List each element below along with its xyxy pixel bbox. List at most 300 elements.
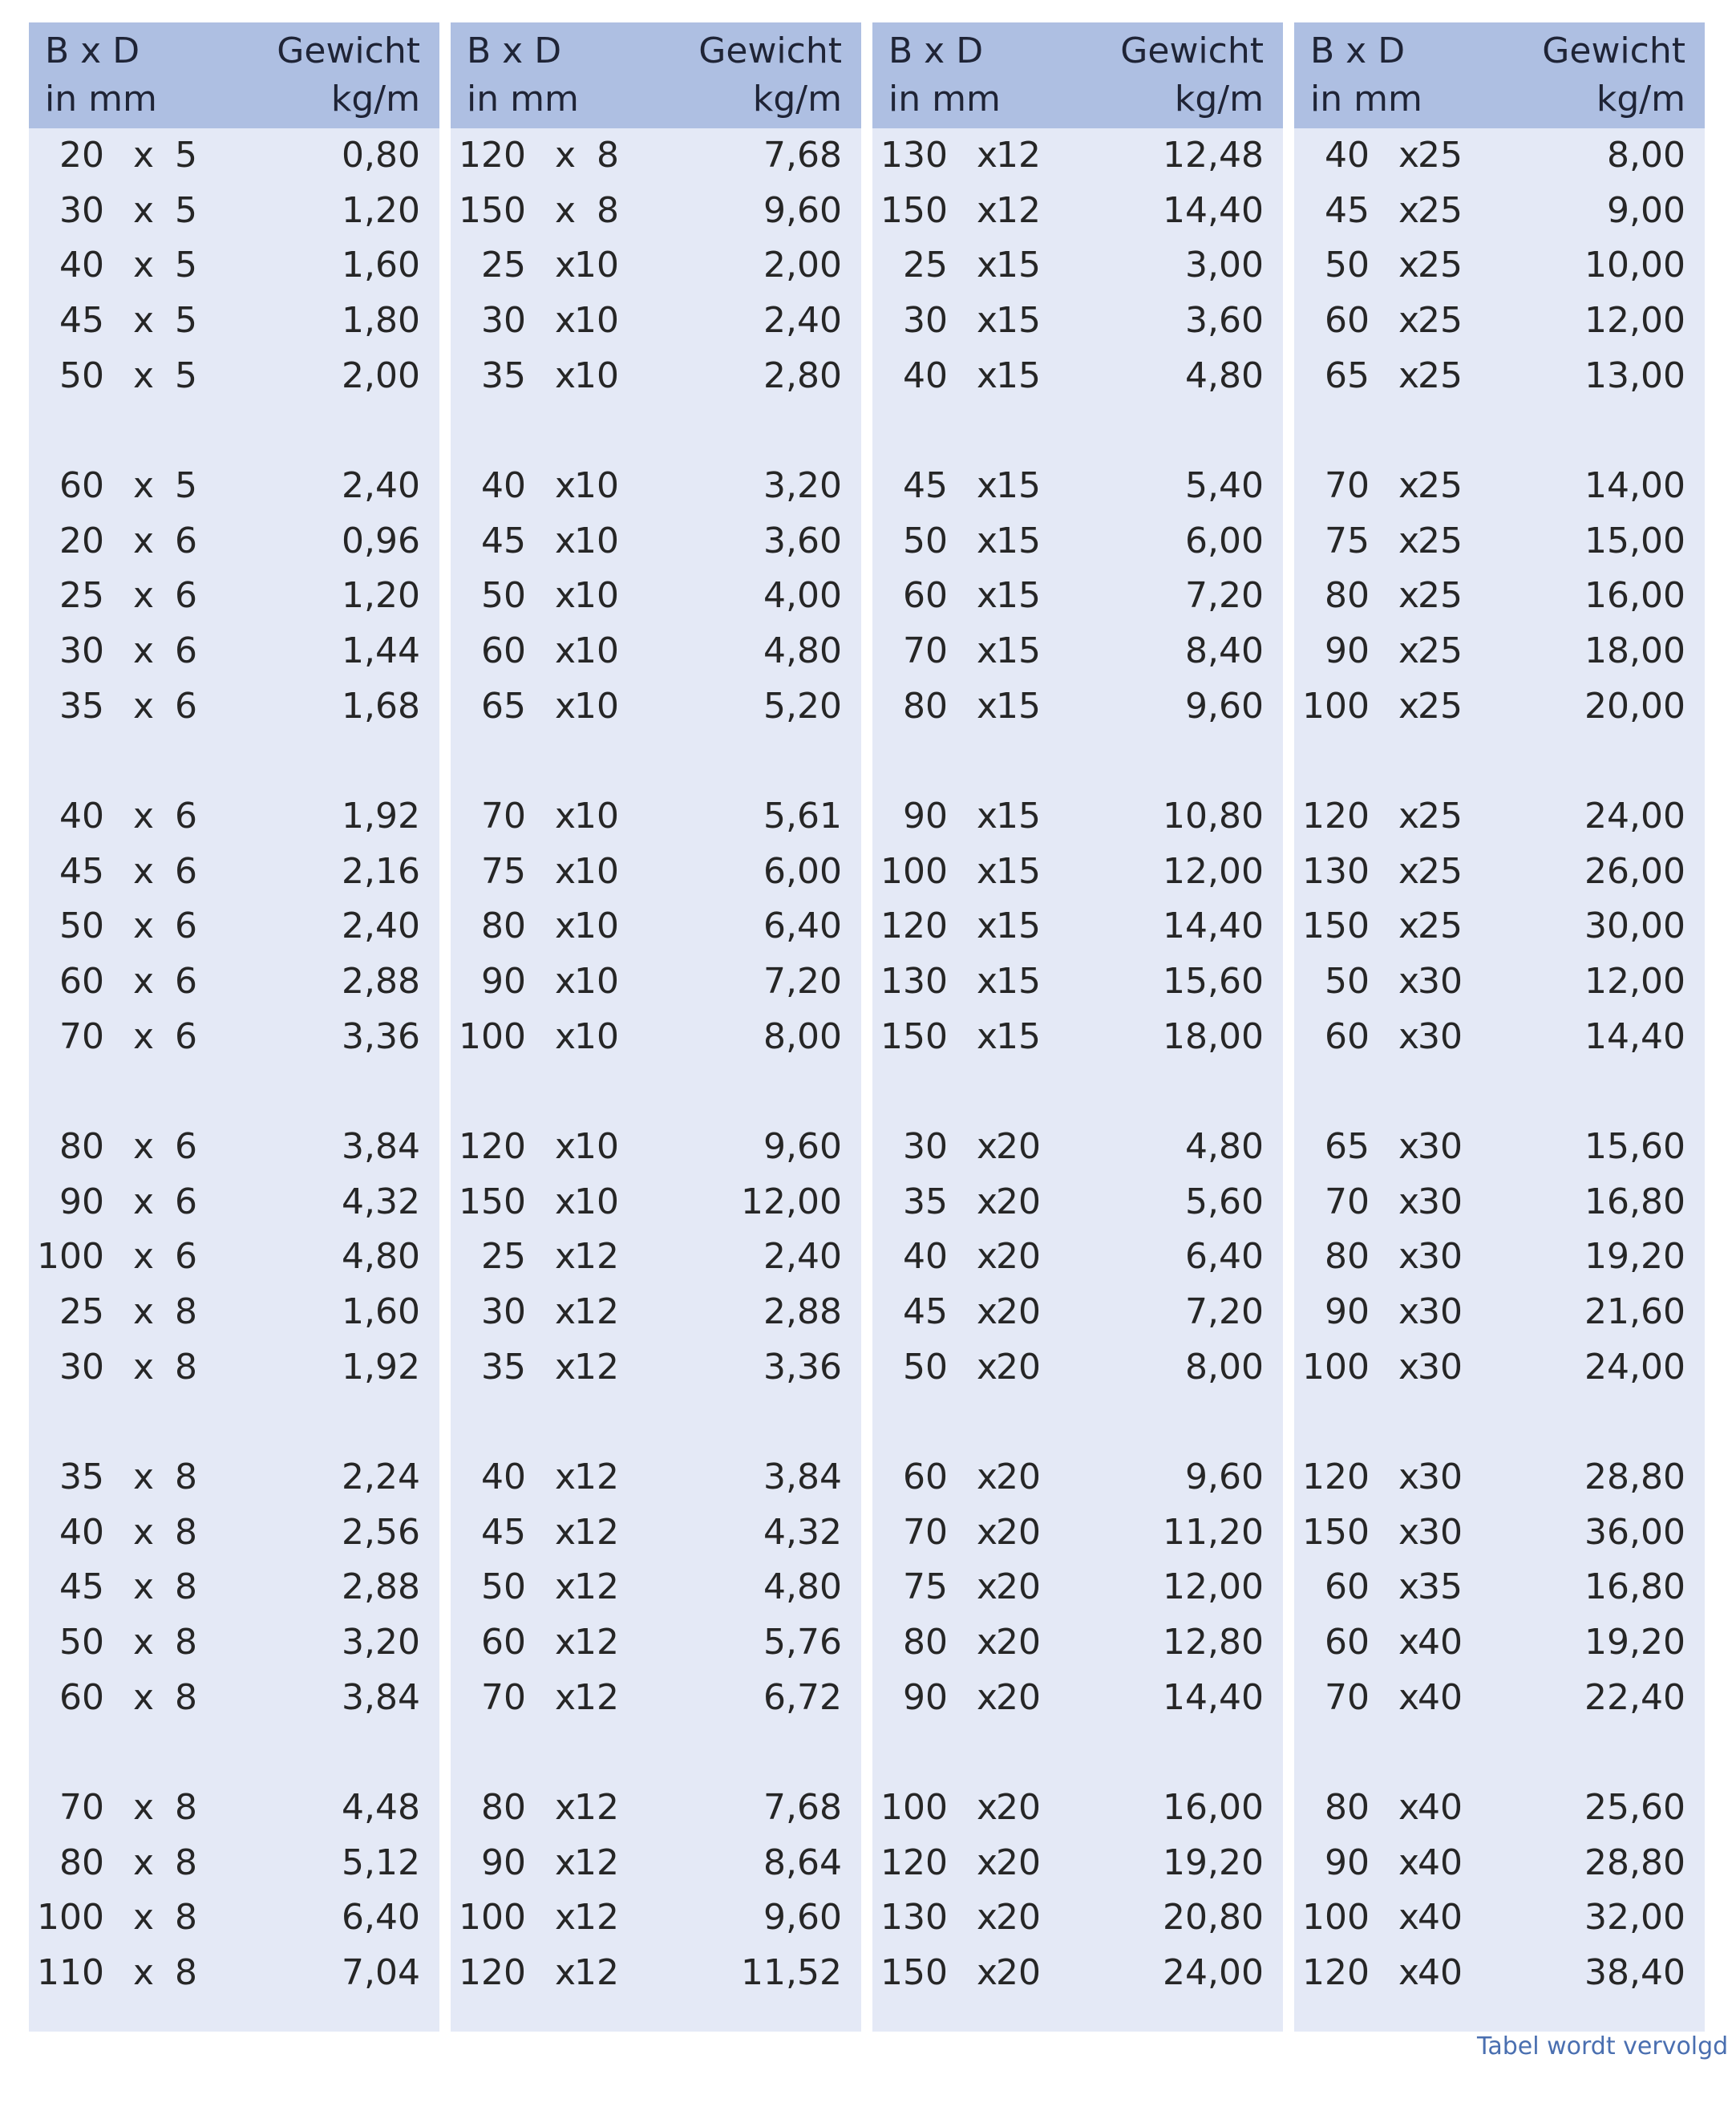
table-row: [872, 459, 1283, 514]
thickness-value: 10: [574, 355, 619, 396]
weight-value: 3,00: [1185, 245, 1264, 286]
thickness-value: 5: [175, 135, 197, 176]
thickness-value: 15: [996, 906, 1041, 947]
thickness-value: 20: [996, 1787, 1041, 1828]
weight-value: 25,60: [1584, 1787, 1685, 1828]
width-value: 90: [1325, 1842, 1370, 1883]
times-sign: x: [1398, 189, 1420, 231]
table-row: [451, 1560, 861, 1615]
weight-value: 2,40: [342, 906, 420, 947]
thickness-value: 15: [996, 961, 1041, 1003]
thickness-value: 10: [574, 906, 619, 947]
thickness-value: 15: [996, 520, 1041, 561]
table-row: [872, 679, 1283, 735]
thickness-value: 15: [996, 465, 1041, 506]
header-size-label: B x D: [45, 30, 140, 71]
thickness-value: 40: [1418, 1676, 1463, 1718]
times-sign: x: [977, 1181, 998, 1222]
width-value: 30: [59, 1346, 104, 1388]
thickness-value: 6: [175, 575, 197, 617]
weight-value: 15,00: [1584, 520, 1685, 561]
width-value: 120: [1302, 796, 1370, 837]
weight-value: 7,20: [1185, 575, 1264, 617]
table-row: [29, 1285, 439, 1340]
thickness-value: 8: [175, 1622, 197, 1663]
width-value: 70: [1325, 1181, 1370, 1222]
width-value: 45: [903, 1291, 948, 1333]
table-row: [1294, 569, 1705, 624]
table-row: [29, 1946, 439, 2001]
width-value: 100: [1302, 1346, 1370, 1388]
table-row: [1294, 514, 1705, 569]
times-sign: x: [1398, 1236, 1420, 1278]
row-group: [872, 128, 1283, 459]
row-group: [451, 1450, 861, 1781]
thickness-value: 10: [574, 520, 619, 561]
row-group: [1294, 1450, 1705, 1781]
times-sign: x: [977, 961, 998, 1003]
times-sign: x: [133, 1236, 155, 1278]
header-weight-unit: kg/m: [330, 79, 420, 120]
width-value: 35: [481, 355, 526, 396]
weight-value: 9,60: [1185, 1457, 1264, 1497]
width-value: 100: [459, 1897, 526, 1939]
weight-value: 16,80: [1584, 1181, 1685, 1222]
width-value: 60: [481, 630, 526, 672]
thickness-value: 8: [175, 1842, 197, 1883]
thickness-value: 25: [1418, 906, 1463, 947]
width-value: 45: [481, 1511, 526, 1553]
width-value: 120: [1302, 1457, 1370, 1497]
weight-value: 4,80: [763, 1566, 842, 1608]
weight-value: 14,40: [1163, 906, 1264, 947]
weight-value: 1,44: [342, 630, 420, 672]
row-group: [872, 459, 1283, 789]
row-group: [451, 459, 861, 789]
width-value: 80: [1325, 1236, 1370, 1278]
weight-value: 19,20: [1584, 1236, 1685, 1278]
table-row: [872, 294, 1283, 349]
table-row: [451, 1505, 861, 1561]
row-group: [451, 1781, 861, 2111]
weight-value: 24,00: [1584, 796, 1685, 837]
times-sign: x: [1398, 1842, 1420, 1883]
width-value: 90: [1325, 630, 1370, 672]
thickness-value: 30: [1418, 1511, 1463, 1553]
header-size-label: B x D: [1310, 30, 1406, 71]
times-sign: x: [977, 1291, 998, 1333]
width-value: 100: [1302, 685, 1370, 727]
weight-value: 30,00: [1584, 906, 1685, 947]
width-value: 60: [59, 465, 104, 506]
weight-value: 7,20: [763, 961, 842, 1003]
times-sign: x: [977, 1511, 998, 1553]
times-sign: x: [977, 1346, 998, 1388]
width-value: 80: [481, 906, 526, 947]
width-value: 60: [1325, 300, 1370, 342]
width-value: 70: [1325, 465, 1370, 506]
weight-value: 1,80: [342, 300, 420, 342]
weight-value: 20,00: [1584, 685, 1685, 727]
times-sign: x: [977, 1236, 998, 1278]
weight-value: 9,00: [1607, 189, 1685, 231]
table-row: [872, 1175, 1283, 1230]
weight-value: 10,00: [1584, 245, 1685, 286]
table-row: [1294, 184, 1705, 239]
width-value: 40: [481, 1457, 526, 1497]
thickness-value: 30: [1418, 1015, 1463, 1057]
width-value: 25: [903, 245, 948, 286]
times-sign: x: [1398, 1952, 1420, 1994]
width-value: 40: [59, 245, 104, 286]
times-sign: x: [1398, 1511, 1420, 1553]
weight-value: 6,40: [342, 1897, 420, 1939]
times-sign: x: [555, 1181, 577, 1222]
weight-value: 4,32: [763, 1511, 842, 1553]
width-value: 45: [59, 850, 104, 892]
times-sign: x: [977, 1952, 998, 1994]
times-sign: x: [977, 796, 998, 837]
weight-value: 3,20: [763, 465, 842, 506]
thickness-value: 25: [1418, 575, 1463, 617]
width-value: 120: [1302, 1952, 1370, 1994]
width-value: 120: [459, 135, 526, 176]
thickness-value: 20: [996, 1346, 1041, 1388]
times-sign: x: [133, 1015, 155, 1057]
table-row: [451, 1175, 861, 1230]
weight-value: 2,40: [763, 300, 842, 342]
thickness-value: 6: [175, 1126, 197, 1167]
thickness-value: 8: [175, 1291, 197, 1333]
table-row: [1294, 1285, 1705, 1340]
times-sign: x: [977, 1015, 998, 1057]
times-sign: x: [977, 1622, 998, 1663]
width-value: 30: [481, 300, 526, 342]
table-row: [872, 1010, 1283, 1065]
times-sign: x: [1398, 961, 1420, 1003]
times-sign: x: [555, 1291, 577, 1333]
thickness-value: 12: [574, 1291, 619, 1333]
weight-value: 4,32: [342, 1181, 420, 1222]
thickness-value: 5: [175, 245, 197, 286]
weight-value: 8,00: [763, 1015, 842, 1057]
times-sign: x: [133, 1676, 155, 1718]
header-weight-label: Gewicht: [1542, 30, 1685, 71]
thickness-value: 40: [1418, 1952, 1463, 1994]
thickness-value: 25: [1418, 355, 1463, 396]
width-value: 60: [59, 961, 104, 1003]
times-sign: x: [133, 1126, 155, 1167]
width-value: 130: [880, 961, 948, 1003]
header-weight-unit: kg/m: [1596, 79, 1685, 120]
thickness-value: 20: [996, 1126, 1041, 1167]
table-row: [872, 624, 1283, 679]
table-row: [1294, 624, 1705, 679]
width-value: 25: [59, 575, 104, 617]
weight-value: 24,00: [1163, 1952, 1264, 1994]
weight-value: 9,60: [763, 1897, 842, 1939]
times-sign: x: [555, 465, 577, 506]
header-weight-unit: kg/m: [1174, 79, 1264, 120]
header-weight-label: Gewicht: [698, 30, 842, 71]
weight-value: 8,40: [1185, 630, 1264, 672]
times-sign: x: [977, 1676, 998, 1718]
weight-value: 8,64: [763, 1842, 842, 1883]
weight-value: 36,00: [1584, 1511, 1685, 1553]
table-row: [1294, 789, 1705, 845]
table-row: [451, 294, 861, 349]
width-value: 90: [481, 961, 526, 1003]
row-group: [451, 128, 861, 459]
thickness-value: 10: [574, 630, 619, 672]
row-group: [451, 1120, 861, 1450]
width-value: 60: [1325, 1622, 1370, 1663]
times-sign: x: [133, 1897, 155, 1939]
width-value: 45: [59, 1566, 104, 1608]
table-row: [29, 459, 439, 514]
thickness-value: 10: [574, 796, 619, 837]
width-value: 30: [481, 1291, 526, 1333]
thickness-value: 8: [597, 135, 619, 176]
width-value: 75: [1325, 520, 1370, 561]
thickness-value: 8: [175, 1566, 197, 1608]
table-row: [29, 1615, 439, 1671]
weight-value: 5,12: [342, 1842, 420, 1883]
thickness-value: 20: [996, 1511, 1041, 1553]
table-row: [451, 899, 861, 954]
thickness-value: 25: [1418, 189, 1463, 231]
table-row: [872, 1120, 1283, 1175]
times-sign: x: [1398, 1676, 1420, 1718]
thickness-value: 6: [175, 630, 197, 672]
width-value: 150: [1302, 906, 1370, 947]
thickness-value: 12: [574, 1346, 619, 1388]
weight-value: 12,48: [1163, 135, 1264, 176]
times-sign: x: [555, 355, 577, 396]
thickness-value: 8: [597, 189, 619, 231]
times-sign: x: [133, 300, 155, 342]
times-sign: x: [133, 1291, 155, 1333]
thickness-value: 15: [996, 1015, 1041, 1057]
times-sign: x: [555, 1897, 577, 1939]
table-row: [29, 514, 439, 569]
table-row: [451, 128, 861, 184]
thickness-value: 8: [175, 1346, 197, 1388]
weight-value: 1,60: [342, 245, 420, 286]
thickness-value: 6: [175, 796, 197, 837]
thickness-value: 10: [574, 245, 619, 286]
times-sign: x: [133, 575, 155, 617]
times-sign: x: [977, 630, 998, 672]
table-row: [451, 1890, 861, 1946]
times-sign: x: [977, 245, 998, 286]
continued-note: Tabel wordt vervolgd: [1477, 2032, 1729, 2060]
table-row: [1294, 1560, 1705, 1615]
thickness-value: 6: [175, 520, 197, 561]
width-value: 130: [880, 135, 948, 176]
weight-value: 2,16: [342, 850, 420, 892]
table-row: [451, 1120, 861, 1175]
table-row: [1294, 1946, 1705, 2001]
weight-value: 11,20: [1163, 1511, 1264, 1553]
times-sign: x: [555, 1457, 577, 1497]
table-row: [451, 1230, 861, 1285]
row-group: [1294, 128, 1705, 459]
width-value: 80: [903, 1622, 948, 1663]
width-value: 80: [59, 1126, 104, 1167]
table-row: [1294, 294, 1705, 349]
times-sign: x: [1398, 1015, 1420, 1057]
width-value: 130: [880, 1897, 948, 1939]
table-row: [451, 1340, 861, 1396]
weight-value: 3,36: [763, 1346, 842, 1388]
width-value: 50: [481, 1566, 526, 1608]
thickness-value: 10: [574, 300, 619, 342]
table-row: [29, 1890, 439, 1946]
width-value: 40: [903, 1236, 948, 1278]
width-value: 90: [903, 796, 948, 837]
width-value: 50: [903, 1346, 948, 1388]
thickness-value: 6: [175, 906, 197, 947]
times-sign: x: [133, 1952, 155, 1994]
width-value: 65: [1325, 1126, 1370, 1167]
table-row: [872, 789, 1283, 845]
width-value: 60: [1325, 1015, 1370, 1057]
thickness-value: 10: [574, 850, 619, 892]
width-value: 80: [481, 1787, 526, 1828]
weight-value: 1,20: [342, 189, 420, 231]
width-value: 25: [481, 1236, 526, 1278]
table-row: [1294, 1781, 1705, 1836]
width-value: 100: [37, 1236, 104, 1278]
times-sign: x: [133, 685, 155, 727]
weight-value: 6,00: [1185, 520, 1264, 561]
width-value: 75: [481, 850, 526, 892]
thickness-value: 6: [175, 1015, 197, 1057]
weight-value: 12,00: [741, 1181, 842, 1222]
table-column: [1294, 22, 1705, 2032]
row-group: [872, 1450, 1283, 1781]
weight-value: 5,60: [1185, 1181, 1264, 1222]
thickness-value: 8: [175, 1897, 197, 1939]
thickness-value: 12: [996, 189, 1041, 231]
thickness-value: 12: [574, 1622, 619, 1663]
width-value: 50: [59, 355, 104, 396]
times-sign: x: [1398, 1897, 1420, 1939]
weight-value: 21,60: [1584, 1291, 1685, 1333]
weight-value: 4,48: [342, 1787, 420, 1828]
thickness-value: 25: [1418, 850, 1463, 892]
table-row: [1294, 128, 1705, 184]
table-row: [872, 1230, 1283, 1285]
thickness-value: 30: [1418, 1346, 1463, 1388]
width-value: 30: [59, 189, 104, 231]
times-sign: x: [555, 685, 577, 727]
width-value: 100: [459, 1015, 526, 1057]
table-row: [29, 1836, 439, 1891]
width-value: 75: [903, 1566, 948, 1608]
row-group: [872, 1120, 1283, 1450]
weight-value: 2,24: [342, 1457, 420, 1497]
thickness-value: 10: [574, 685, 619, 727]
times-sign: x: [555, 1511, 577, 1553]
thickness-value: 12: [574, 1842, 619, 1883]
times-sign: x: [133, 355, 155, 396]
times-sign: x: [133, 1181, 155, 1222]
weight-value: 5,40: [1185, 465, 1264, 506]
thickness-value: 15: [996, 850, 1041, 892]
thickness-value: 6: [175, 850, 197, 892]
row-group: [872, 789, 1283, 1120]
table-row: [29, 238, 439, 294]
thickness-value: 8: [175, 1676, 197, 1718]
thickness-value: 20: [996, 1566, 1041, 1608]
times-sign: x: [977, 520, 998, 561]
times-sign: x: [555, 906, 577, 947]
width-value: 70: [481, 796, 526, 837]
table-row: [1294, 1890, 1705, 1946]
table-row: [451, 184, 861, 239]
width-value: 70: [59, 1787, 104, 1828]
row-group: [29, 1450, 439, 1781]
times-sign: x: [977, 355, 998, 396]
table-row: [872, 184, 1283, 239]
weight-value: 8,00: [1607, 135, 1685, 176]
weight-value: 4,80: [1185, 355, 1264, 396]
width-value: 100: [37, 1897, 104, 1939]
weight-value: 28,80: [1584, 1842, 1685, 1883]
table-row: [451, 238, 861, 294]
row-group: [1294, 459, 1705, 789]
weight-value: 1,92: [342, 1346, 420, 1388]
weight-value: 0,96: [342, 520, 420, 561]
weight-value: 6,40: [1185, 1236, 1264, 1278]
times-sign: x: [1398, 1181, 1420, 1222]
times-sign: x: [133, 850, 155, 892]
table-row: [1294, 845, 1705, 900]
weight-value: 4,80: [342, 1236, 420, 1278]
thickness-value: 40: [1418, 1842, 1463, 1883]
table-row: [872, 1560, 1283, 1615]
weight-value: 2,40: [763, 1236, 842, 1278]
table-row: [872, 954, 1283, 1010]
thickness-value: 6: [175, 1236, 197, 1278]
times-sign: x: [977, 906, 998, 947]
table-row: [29, 954, 439, 1010]
table-row: [451, 1010, 861, 1065]
times-sign: x: [1398, 1346, 1420, 1388]
times-sign: x: [1398, 1622, 1420, 1663]
thickness-value: 12: [574, 1952, 619, 1994]
width-value: 90: [59, 1181, 104, 1222]
width-value: 45: [481, 520, 526, 561]
weight-value: 16,80: [1584, 1566, 1685, 1608]
times-sign: x: [555, 796, 577, 837]
times-sign: x: [133, 1346, 155, 1388]
width-value: 50: [59, 906, 104, 947]
times-sign: x: [133, 1511, 155, 1553]
table-row: [872, 1615, 1283, 1671]
weight-value: 8,00: [1185, 1346, 1264, 1388]
times-sign: x: [1398, 1126, 1420, 1167]
times-sign: x: [1398, 135, 1420, 176]
times-sign: x: [133, 465, 155, 506]
width-value: 60: [481, 1622, 526, 1663]
table-row: [29, 569, 439, 624]
weight-value: 5,20: [763, 685, 842, 727]
weight-value: 12,80: [1163, 1622, 1264, 1663]
weight-value: 12,00: [1584, 961, 1685, 1003]
